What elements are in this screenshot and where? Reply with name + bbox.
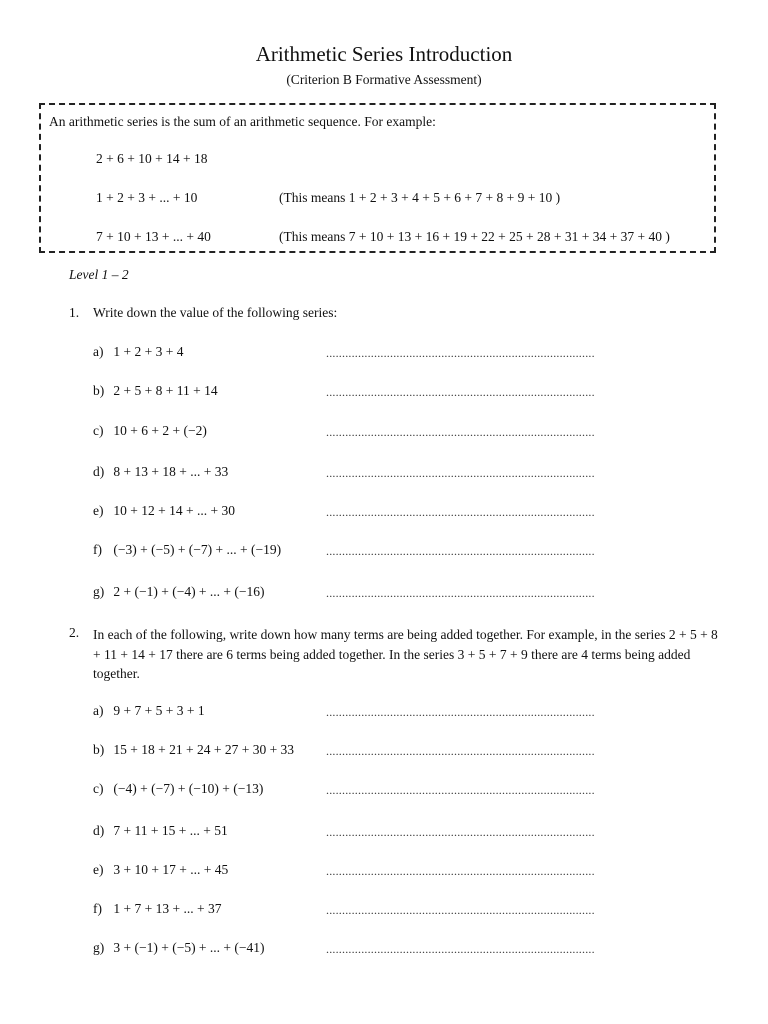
page-title: Arithmetic Series Introduction: [255, 42, 513, 66]
item-label: c): [93, 781, 104, 796]
item-expression: 8 + 13 + 18 + ... + 33: [113, 464, 229, 479]
q1-item-c: [93, 423, 207, 439]
item-label: e): [93, 503, 104, 518]
item-expression: 1 + 7 + 13 + ... + 37: [113, 901, 222, 916]
item-expression: (−3) + (−5) + (−7) + ... + (−19): [113, 542, 282, 557]
q1-answer-g[interactable]: ....................................................................................: [326, 586, 595, 600]
q1-answer-b[interactable]: ....................................................................................: [326, 385, 595, 399]
q1-answer-a[interactable]: ....................................................................................: [326, 346, 595, 360]
item-label: f): [93, 542, 102, 557]
q2-answer-e[interactable]: ....................................................................................: [326, 864, 595, 878]
item-expression: 10 + 6 + 2 + (−2): [113, 423, 207, 438]
item-label: f): [93, 901, 102, 916]
q2-item-b: [93, 742, 294, 758]
q2-answer-a[interactable]: ....................................................................................: [326, 705, 595, 719]
question-2-text: In each of the following, write down how many terms are being added together. For example, in the series 2 + 5 + 8 + 11 + 14 + 17 there are 6 terms being added together. In the series 3 + 5 + 7 + 9 there are 4 terms being added together.: [93, 627, 718, 681]
item-expression: 1 + 2 + 3 + 4: [113, 344, 184, 359]
item-label: e): [93, 862, 104, 877]
definition-text: An arithmetic series is the sum of an arithmetic sequence. For example:: [49, 114, 436, 129]
item-expression: 10 + 12 + 14 + ... + 30: [113, 503, 235, 518]
q2-answer-g[interactable]: ....................................................................................: [326, 942, 595, 956]
item-expression: 9 + 7 + 5 + 3 + 1: [113, 703, 205, 718]
definition-box: [39, 103, 716, 253]
page-subtitle: (Criterion B Formative Assessment): [286, 72, 482, 87]
q2-answer-f[interactable]: ....................................................................................: [326, 903, 595, 917]
q1-item-a: [93, 344, 183, 360]
q2-answer-c[interactable]: ....................................................................................: [326, 783, 595, 797]
item-label: a): [93, 344, 104, 359]
q1-item-g: [93, 584, 265, 600]
item-label: b): [93, 742, 105, 757]
item-label: a): [93, 703, 104, 718]
item-label: d): [93, 823, 105, 838]
q1-answer-e[interactable]: ....................................................................................: [326, 505, 595, 519]
q2-item-e: [93, 862, 228, 878]
q1-item-f: [93, 542, 281, 558]
q2-item-d: [93, 823, 228, 839]
example-note-3: (This means 7 + 10 + 13 + 16 + 19 + 22 + 25 + 28 + 31 + 34 + 37 + 40 ): [279, 229, 670, 244]
item-label: g): [93, 940, 105, 955]
item-label: d): [93, 464, 105, 479]
q2-answer-b[interactable]: ....................................................................................: [326, 744, 595, 758]
q2-item-f: [93, 901, 221, 917]
q2-item-c: [93, 781, 263, 797]
item-expression: 3 + 10 + 17 + ... + 45: [113, 862, 229, 877]
level-heading: Level 1 – 2: [69, 267, 129, 282]
example-series-1: 2 + 6 + 10 + 14 + 18: [96, 151, 208, 166]
q2-item-a: [93, 703, 205, 719]
item-expression: 7 + 11 + 15 + ... + 51: [113, 823, 228, 838]
q2-answer-d[interactable]: ....................................................................................: [326, 825, 595, 839]
q1-answer-c[interactable]: ....................................................................................: [326, 425, 595, 439]
question-1-number: 1.: [69, 305, 80, 320]
q2-item-g: [93, 940, 265, 956]
item-expression: 2 + 5 + 8 + 11 + 14: [113, 383, 218, 398]
question-1-text: Write down the value of the following series:: [93, 305, 338, 320]
item-expression: 2 + (−1) + (−4) + ... + (−16): [113, 584, 265, 599]
item-label: c): [93, 423, 104, 438]
q1-item-e: [93, 503, 235, 519]
item-expression: (−4) + (−7) + (−10) + (−13): [113, 781, 264, 796]
example-note-2: (This means 1 + 2 + 3 + 4 + 5 + 6 + 7 + 8 + 9 + 10 ): [279, 190, 561, 205]
q1-answer-f[interactable]: ....................................................................................: [326, 544, 595, 558]
example-series-3: 7 + 10 + 13 + ... + 40: [96, 229, 211, 244]
question-2-number: 2.: [69, 625, 80, 640]
item-label: g): [93, 584, 105, 599]
item-label: b): [93, 383, 105, 398]
q1-item-b: [93, 383, 218, 399]
q1-answer-d[interactable]: ....................................................................................: [326, 466, 595, 480]
q1-item-d: [93, 464, 228, 480]
example-series-2: 1 + 2 + 3 + ... + 10: [96, 190, 198, 205]
item-expression: 15 + 18 + 21 + 24 + 27 + 30 + 33: [113, 742, 295, 757]
item-expression: 3 + (−1) + (−5) + ... + (−41): [113, 940, 265, 955]
